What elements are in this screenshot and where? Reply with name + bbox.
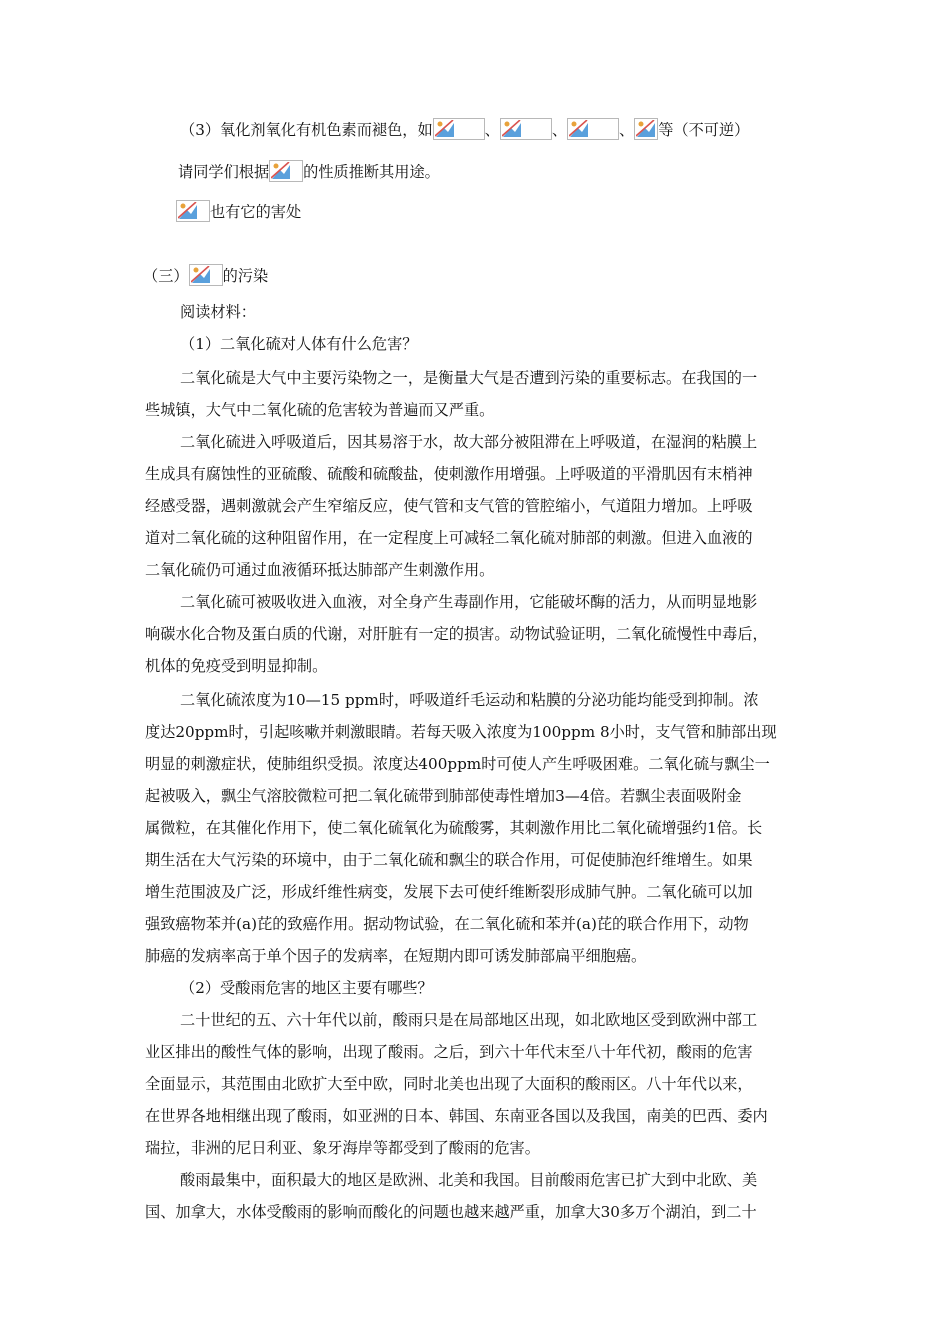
- broken-image-icon: [189, 264, 223, 286]
- ask-line: 请同学们根据 的性质推断其用途。: [178, 160, 440, 182]
- broken-image-icon: [567, 118, 619, 140]
- body-line: 肺癌的发病率高于单个因子的发病率，在短期内即可诱发肺部扁平细胞癌。: [145, 947, 647, 965]
- oxidizer-line: （3）氧化剂氧化有机色素而褪色，如 、 、 、 等（不可逆）: [180, 118, 749, 140]
- body-line: 明显的刺激症状，使肺组织受损。浓度达400ppm时可使人产生呼吸困难。二氧化硫与飘尘一: [145, 755, 770, 773]
- body-line: 期生活在大气污染的环境中，由于二氧化硫和飘尘的联合作用，可促使肺泡纤维增生。如果: [145, 851, 753, 869]
- body-line: 属微粒，在其催化作用下，使二氧化硫氧化为硫酸雾，其刺激作用比二氧化硫增强约1倍。长: [145, 819, 763, 837]
- body-line: 二氧化硫是大气中主要污染物之一，是衡量大气是否遭到污染的重要标志。在我国的一: [180, 369, 758, 387]
- broken-image-icon: [176, 200, 210, 222]
- body-line: 二氧化硫进入呼吸道后，因其易溶于水，故大部分被阻滞在上呼吸道，在湿润的粘膜上: [180, 433, 758, 451]
- reading-label: 阅读材料：: [180, 303, 256, 321]
- body-line: 二十世纪的五、六十年代以前，酸雨只是在局部地区出现，如北欧地区受到欧洲中部工: [180, 1011, 758, 1029]
- question-2: （2）受酸雨危害的地区主要有哪些？: [180, 979, 433, 997]
- body-line: 起被吸入，飘尘气溶胶微粒可把二氧化硫带到肺部使毒性增加3—4倍。若飘尘表面吸附金: [145, 787, 742, 805]
- body-line: 酸雨最集中，面积最大的地区是欧洲、北美和我国。目前酸雨危害已扩大到中北欧、美: [180, 1171, 758, 1189]
- broken-image-icon: [269, 160, 303, 182]
- body-line: 瑞拉，非洲的尼日利亚、象牙海岸等都受到了酸雨的危害。: [145, 1139, 540, 1157]
- body-line: 二氧化硫仍可通过血液循环抵达肺部产生刺激作用。: [145, 561, 495, 579]
- body-line: 道对二氧化硫的这种阻留作用，在一定程度上可减轻二氧化硫对肺部的刺激。但进入血液的: [145, 529, 753, 547]
- broken-image-icon: [634, 118, 658, 140]
- broken-image-icon: [433, 118, 485, 140]
- body-line: 生成具有腐蚀性的亚硫酸、硫酸和硫酸盐，使刺激作用增强。上呼吸道的平滑肌因有末梢神: [145, 465, 753, 483]
- body-line: 机体的免疫受到明显抑制。: [145, 657, 328, 675]
- body-line: 二氧化硫浓度为10—15 ppm时，呼吸道纤毛运动和粘膜的分泌功能均能受到抑制。浓: [180, 691, 759, 709]
- body-line: 增生范围波及广泛，形成纤维性病变，发展下去可使纤维断裂形成肺气肿。二氧化硫可以加: [145, 883, 753, 901]
- body-line: 度达20ppm时，引起咳嗽并刺激眼睛。若每天吸入浓度为100ppm 8小时，支气管和肺部出现: [145, 723, 777, 741]
- body-line: 强致癌物苯并(a)芘的致癌作用。据动物试验，在二氧化硫和苯并(a)芘的联合作用下，动物: [145, 915, 749, 933]
- section-3-heading: （三） 的污染: [143, 264, 268, 286]
- body-line: 些城镇，大气中二氧化硫的危害较为普遍而又严重。: [145, 401, 495, 419]
- question-1: （1）二氧化硫对人体有什么危害？: [180, 335, 418, 353]
- body-line: 响碳水化合物及蛋白质的代谢，对肝脏有一定的损害。动物试验证明，二氧化硫慢性中毒后，: [145, 625, 768, 643]
- body-line: 业区排出的酸性气体的影响，出现了酸雨。之后，到六十年代末至八十年代初，酸雨的危害: [145, 1043, 753, 1061]
- harm-line: 也有它的害处: [176, 200, 301, 222]
- body-line: 二氧化硫可被吸收进入血液，对全身产生毒副作用，它能破坏酶的活力，从而明显地影: [180, 593, 758, 611]
- broken-image-icon: [500, 118, 552, 140]
- body-line: 经感受器，遇刺激就会产生窄缩反应，使气管和支气管的管腔缩小，气道阻力增加。上呼吸: [145, 497, 753, 515]
- body-line: 国、加拿大，水体受酸雨的影响而酸化的问题也越来越严重，加拿大30多万个湖泊，到二十: [145, 1203, 757, 1221]
- body-line: 全面显示，其范围由北欧扩大至中欧，同时北美也出现了大面积的酸雨区。八十年代以来，: [145, 1075, 753, 1093]
- body-line: 在世界各地相继出现了酸雨，如亚洲的日本、韩国、东南亚各国以及我国，南美的巴西、委内: [145, 1107, 768, 1125]
